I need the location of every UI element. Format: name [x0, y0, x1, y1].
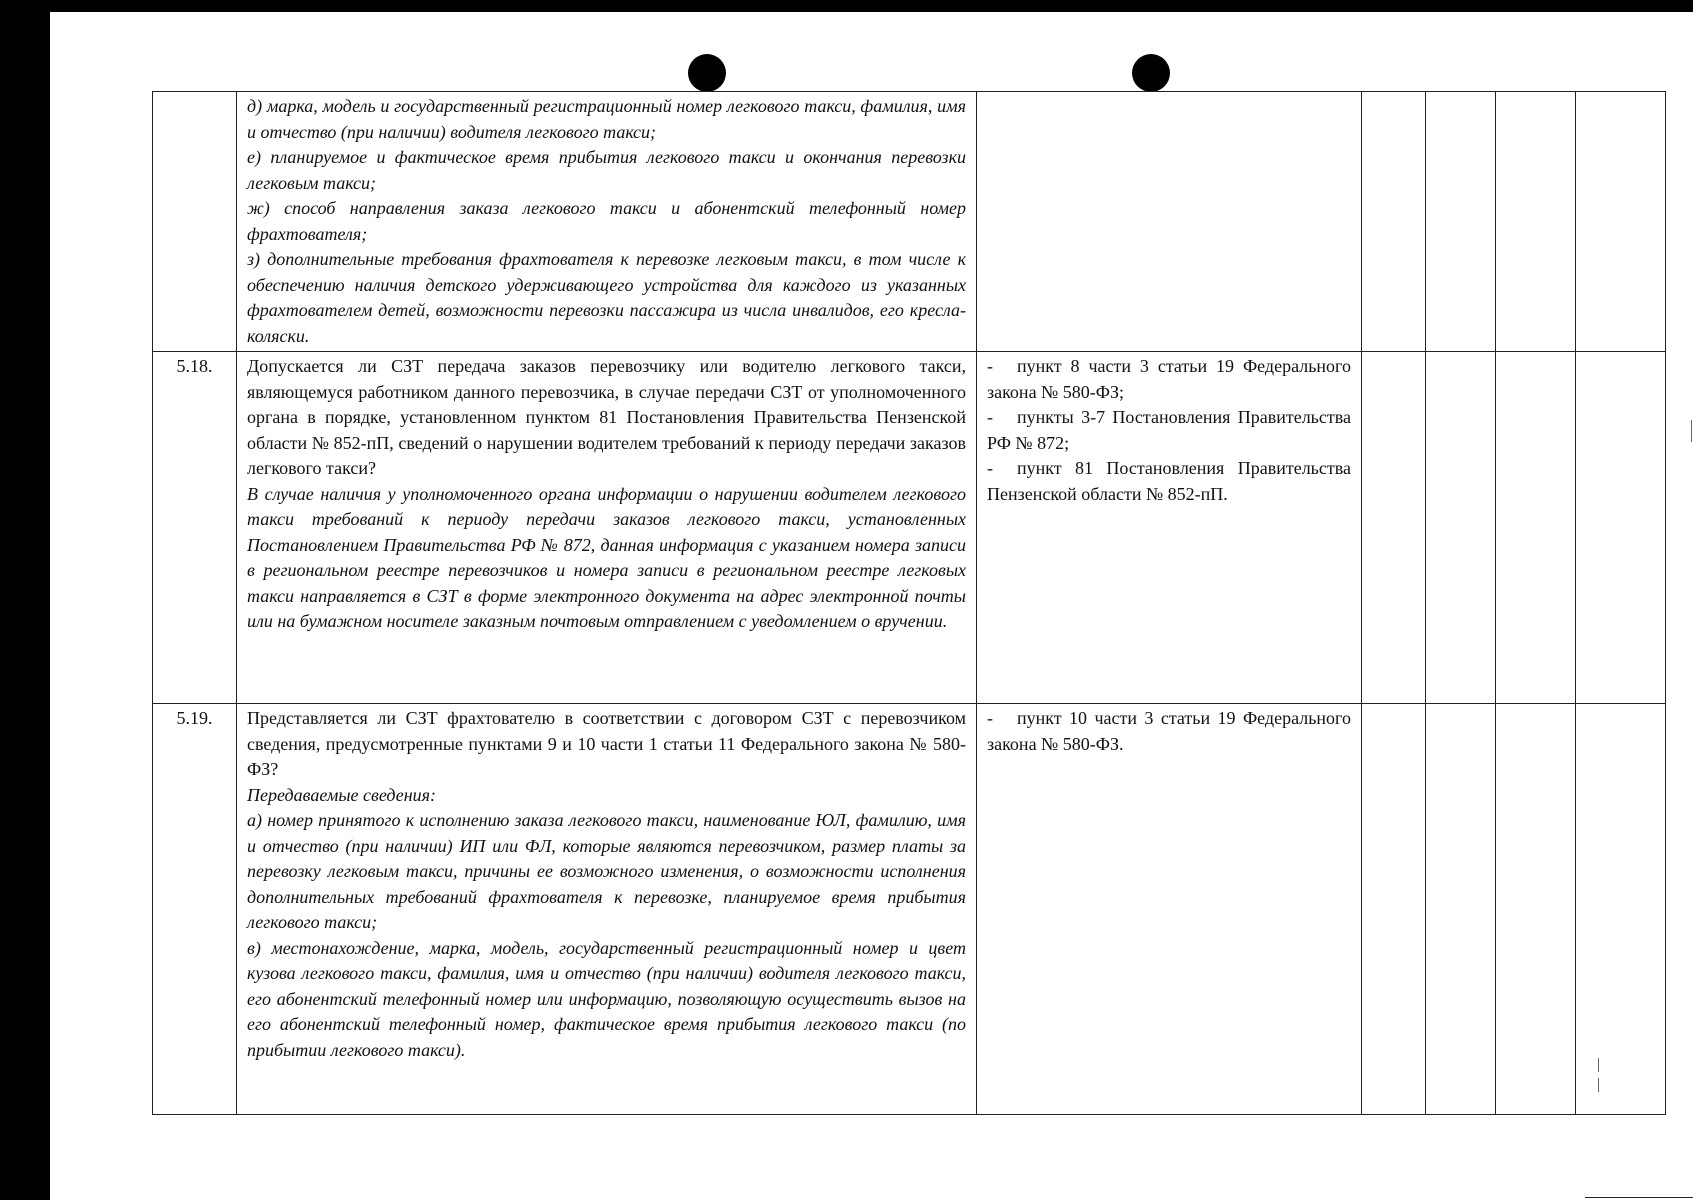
legal-reference: [987, 456, 1351, 507]
explanation-text: ж) способ направления заказа легкового такси и абонентский телефонный номер фрахтователя;: [247, 198, 966, 244]
explanation-text: В случае наличия у уполномоченного органа информации о нарушении водителем легкового такси требований к периоду передачи заказов легкового такси, установленных Постановлением Правительства РФ № 872, данная информация с указанием номера записи в региональном реестре перевозчиков и номера записи в региональном реестре легковых такси направляется в СЗТ в форме электронного документа на адрес электронной почты или на бумажном носителе заказным почтовым отправлением с уведомлением о вручении.: [247, 483, 966, 631]
table-row: [153, 352, 1666, 704]
legal-reference-cell: [977, 352, 1362, 704]
answer-cell[interactable]: [1426, 704, 1496, 1115]
punch-hole-right: [1132, 54, 1170, 92]
reference-dash: -: [987, 458, 993, 478]
explanation-text: Передаваемые сведения:: [247, 784, 436, 805]
question-cell: [237, 92, 977, 352]
scan-artifact: [1598, 1078, 1599, 1092]
answer-cell[interactable]: [1576, 352, 1666, 704]
checklist-table: [152, 91, 1666, 1115]
scan-border-top: [0, 0, 1693, 12]
explanation-text: е) планируемое и фактическое время прибытия легкового такси и окончания перевозки легковым такси;: [247, 147, 966, 193]
reference-dash: -: [987, 407, 993, 427]
answer-cell[interactable]: [1362, 352, 1426, 704]
question-cell: [237, 352, 977, 704]
scan-artifact: [1585, 1197, 1693, 1198]
item-number-cell: [153, 352, 237, 704]
question-text: Представляется ли СЗТ фрахтователю в соответствии с договором СЗТ с перевозчиком сведения, предусмотренные пунктами 9 и 10 части 1 статьи 11 Федерального закона № 580-ФЗ?: [247, 708, 966, 779]
item-number-cell: [153, 704, 237, 1115]
reference-text: пункты 3-7 Постановления Правительства РФ № 872;: [987, 407, 1351, 453]
legal-reference-cell: [977, 704, 1362, 1115]
explanation-text: з) дополнительные требования фрахтователя к перевозке легковым такси, в том числе к обеспечению наличия детского удерживающего устройства для каждого из указанных фрахтователем детей, возможности перевозки пассажира из числа инвалидов, его кресла-коляски.: [247, 249, 966, 346]
scan-artifact: [1691, 420, 1692, 442]
answer-cell[interactable]: [1362, 704, 1426, 1115]
legal-reference: [987, 354, 1351, 405]
answer-cell[interactable]: [1362, 92, 1426, 352]
legal-reference: [987, 706, 1351, 757]
explanation-text: д) марка, модель и государственный регистрационный номер легкового такси, фамилия, имя и отчество (при наличии) водителя легкового такси;: [247, 96, 966, 142]
answer-cell[interactable]: [1576, 704, 1666, 1115]
answer-cell[interactable]: [1496, 92, 1576, 352]
question-text: Допускается ли СЗТ передача заказов перевозчику или водителю легкового такси, являющемуся работником данного перевозчика, в случае передачи СЗТ от уполномоченного органа в порядке, установленном пунктом 81 Постановления Правительства Пензенской области № 852-пП, сведений о нарушении водителем требований к периоду передачи заказов легкового такси?: [247, 356, 966, 478]
answer-cell[interactable]: [1576, 92, 1666, 352]
reference-text: пункт 10 части 3 статьи 19 Федерального закона № 580-ФЗ.: [987, 708, 1351, 754]
answer-cell[interactable]: [1496, 704, 1576, 1115]
answer-cell[interactable]: [1426, 92, 1496, 352]
checklist-sheet: [152, 91, 1665, 1114]
answer-cell[interactable]: [1496, 352, 1576, 704]
item-number: 5.19.: [176, 708, 213, 728]
reference-dash: -: [987, 356, 993, 376]
reference-dash: -: [987, 708, 993, 728]
item-number-cell: [153, 92, 237, 352]
reference-text: пункт 8 части 3 статьи 19 Федерального закона № 580-ФЗ;: [987, 356, 1351, 402]
table-row: [153, 92, 1666, 352]
scan-artifact: [1598, 1058, 1599, 1072]
question-cell: [237, 704, 977, 1115]
answer-cell[interactable]: [1426, 352, 1496, 704]
reference-text: пункт 81 Постановления Правительства Пензенской области № 852-пП.: [987, 458, 1351, 504]
table-row: [153, 704, 1666, 1115]
punch-hole-left: [688, 54, 726, 92]
legal-reference-cell: [977, 92, 1362, 352]
explanation-text: а) номер принятого к исполнению заказа легкового такси, наименование ЮЛ, фамилию, имя и отчество (при наличии) ИП или ФЛ, которые являются перевозчиком, размер платы за перевозку легковым такси, причины ее возможного изменения, о возможности исполнения дополнительных требований фрахтователя к перевозке, планируемое время прибытия легкового такси;: [247, 810, 966, 932]
explanation-text: в) местонахождение, марка, модель, государственный регистрационный номер и цвет кузова легкового такси, фамилия, имя и отчество (при наличии) водителя легкового такси, его абонентский телефонный номер или информацию, позволяющую осуществить вызов на его абонентский телефонный номер, фактическое время прибытия легкового такси (по прибытии легкового такси).: [247, 937, 966, 1060]
legal-reference: [987, 405, 1351, 456]
item-number: 5.18.: [176, 356, 213, 376]
scan-border-left: [0, 0, 50, 1200]
